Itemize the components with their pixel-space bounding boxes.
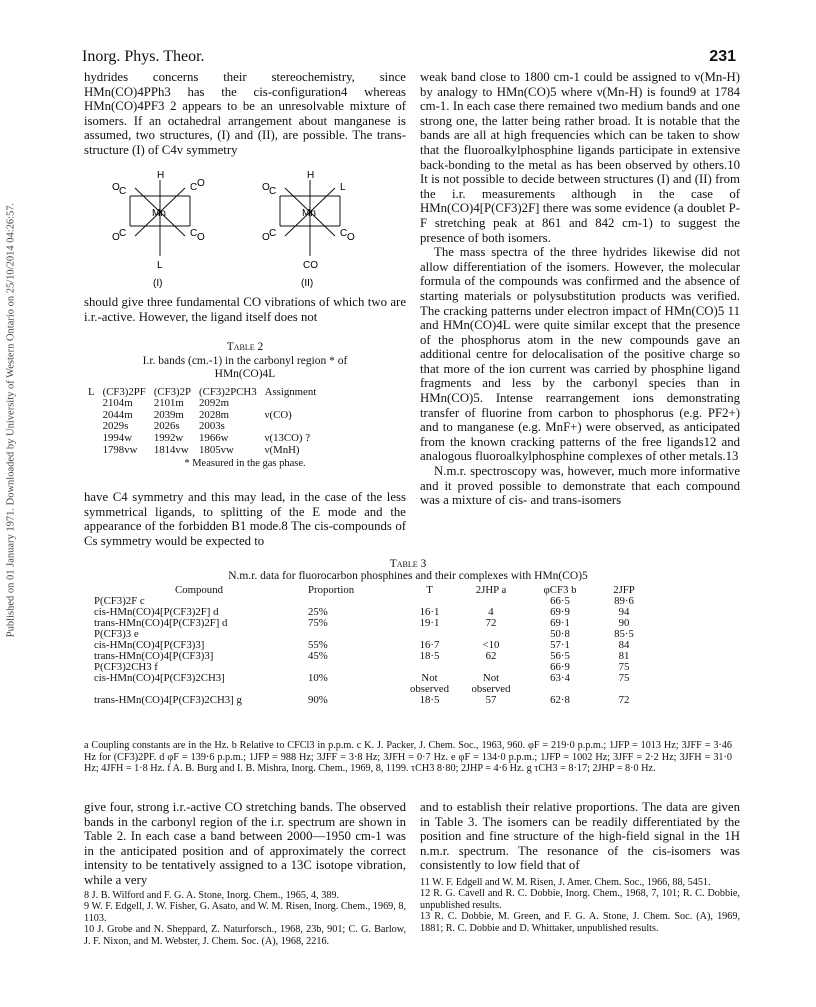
table2-caption-1: I.r. bands (cm.-1) in the carbonyl region * of	[142, 354, 348, 367]
svg-text:C: C	[190, 182, 198, 193]
reference-13: 13 R. C. Dobbie, M. Green, and F. G. A. Stone, J. Chem. Soc. (A), 1969, 1881; R. C. Dobbie and D. Whittaker, unpublished results.	[420, 911, 740, 934]
svg-text:O: O	[197, 232, 205, 243]
table-row: trans-HMn(CO)4[P(CF3)2F] d 75% 19·1 72 69·1 90	[94, 617, 630, 629]
reference-9: 9 W. F. Edgell, J. W. Fisher, G. Asato, and W. M. Risen, Inorg. Chem., 1969, 8, 1103.	[84, 901, 406, 924]
reference-11: 11 W. F. Edgell and W. M. Risen, J. Amer. Chem. Soc., 1966, 88, 5451.	[420, 876, 711, 888]
table-row: cis-HMn(CO)4[P(CF3)3] 55% 16·7 <10 57·1 84	[94, 639, 630, 651]
struct1-h: H	[157, 170, 165, 181]
left-paragraph-3: have C4 symmetry and this may lead, in the case of the less symmetrical ligands, to splitting of the E mode and the appearance of the forbidden B1 mode.8 The cis-compounds of Cs symmetry would be expected to	[84, 490, 406, 548]
table2	[84, 387, 320, 457]
svg-text:L: L	[157, 260, 163, 271]
table3-block	[84, 558, 732, 706]
structure-label-i: (I)	[153, 278, 163, 288]
table3-footnotes: a Coupling constants are in the Hz. b Relative to CFCl3 in p.p.m. c K. J. Packer, J. Chem. Soc., 1963, 960. φF = 219·0 p.p.m.; 1JFP = 1013 Hz; 3JFF = 3·46 Hz for (CF3)2PF. d φF = 139·6 p.p.m.; 1JFP = 988 Hz; 3JFF = 3·8 Hz; 3JFH = 0·7 Hz. e φF = 134·0 p.p.m.; 1JFP = 1002 Hz; 3JFF = 2·2 Hz; 3JFH = 31·0 Hz; 4JFH = 1·8 Hz. f A. B. Burg and I. B. Mishra, Inorg. Chem., 1969, 8, 1199. τCH3 8·80; 2JHP = 4·6 Hz. g τCH3 = 8·17; 2JHP = 8·0 Hz.	[84, 740, 732, 774]
table-row: cis-HMn(CO)4[P(CF3)2CH3] 10% Not Not 63·4 75	[94, 672, 630, 684]
journal-name: Inorg. Phys. Theor.	[82, 48, 205, 65]
table-row: 2104m 2101m 2092m	[102, 397, 230, 410]
bottom-right-paragraph: and to establish their relative proportions. The data are given in Table 3. The isomers can be readily differentiated by the position and fine structure of the high-field signal in the 1H n.m.r. spectrum. The resonance of the cis-isomers was consistently to low field that of	[420, 800, 740, 873]
table2-caption-2: HMn(CO)4L	[214, 367, 276, 380]
page-number: 231	[709, 48, 736, 65]
table-row: 2044m 2039m 2028m ν(CO)	[102, 408, 292, 421]
right-column-top	[420, 70, 740, 508]
table-row: P(CF3)2CH3 f 66·9 75	[94, 661, 630, 673]
right-paragraph-1: weak band close to 1800 cm-1 could be assigned to ν(Mn-H) by analogy to HMn(CO)5 where ν(Mn-H) is found9 at 1784 cm-1. In each case there remained two medium bands and one strong one, the latter being rather broad. It is notable that the bands are all at high frequencies which can be taken to show that the fluoroalkylphosphine ligands participate in extensive back-bonding to the metal as has been observed by others.10 It is not possible to decide between structures (I) and (II) from the i.r. measurements although in the case of HMn(CO)4[P(CF3)2F] there was some evidence (a doublet P-F stretching peak at 861 and 842 cm-1) to suggest the presence of both isomers.	[420, 70, 740, 245]
bottom-right-column	[420, 800, 740, 934]
reference-8: 8 J. B. Wilford and F. G. A. Stone, Inorg. Chem., 1965, 4, 389.	[84, 889, 340, 901]
svg-text:O: O	[112, 232, 120, 243]
references-right	[420, 877, 740, 935]
right-paragraph-3: N.m.r. spectroscopy was, however, much more informative and it proved possible to demonstrate that each compound was a mixture of cis- and trans-isomers	[420, 464, 740, 508]
table3-title: Table 3	[389, 558, 427, 570]
download-watermark: Published on 01 January 1971. Downloaded by University of Western Ontario on 25/10/2014 04:26:57.	[5, 202, 17, 638]
table-row: trans-HMn(CO)4[P(CF3)3] 45% 18·5 62 56·5 81	[94, 650, 630, 662]
left-paragraph-1: hydrides concerns their stereochemistry, since HMn(CO)4PPh3 has the cis-configuration4 whereas HMn(CO)4PF3 2 appears to be an unresolvable mixture of isomers. If an octahedral arrangement about manganese is assumed, two structures, (I) and (II), are possible. The trans-structure (I) of C4v symmetry	[84, 70, 406, 157]
svg-text:C: C	[119, 228, 127, 239]
references-left	[84, 890, 406, 948]
svg-text:O: O	[347, 232, 355, 243]
structure-diagrams	[100, 168, 400, 288]
table-row: trans-HMn(CO)4[P(CF3)2CH3] g 90% 18·5 57 62·8 72	[94, 694, 630, 706]
svg-text:O: O	[262, 232, 270, 243]
left-column-top	[84, 70, 406, 158]
svg-text:C: C	[269, 228, 277, 239]
table2-title: Table 2	[226, 341, 264, 353]
svg-text:C: C	[340, 228, 348, 239]
bottom-left-paragraph: give four, strong i.r.-active CO stretching bands. The observed bands in the carbonyl region of the i.r. spectrum are shown in Table 2. In each case a band between 2000—1950 cm-1 was in the anticipated position and of approximately the correct intensity to be tentatively assigned to a 13C isotope vibration, while a very	[84, 800, 406, 887]
table-row: 1994w 1992w 1966w ν(13CO) ?	[102, 431, 311, 444]
structure-label-ii: (II)	[301, 278, 314, 288]
table2-footnote: * Measured in the gas phase.	[184, 458, 306, 470]
table3	[92, 585, 651, 706]
left-paragraph-2: should give three fundamental CO vibrations of which two are i.r.-active. However, the ligand itself does not	[84, 295, 406, 324]
bottom-left-column	[84, 800, 406, 947]
svg-text:C: C	[269, 186, 277, 197]
svg-text:O: O	[262, 182, 270, 193]
table3-caption: N.m.r. data for fluorocarbon phosphines and their complexes with HMn(CO)5	[228, 570, 588, 582]
reference-10: 10 J. Grobe and N. Sheppard, Z. Naturforsch., 1968, 23b, 901; C. G. Barlow, J. F. Nixon, and M. Webster, J. Chem. Soc. (A), 1968, 2216.	[84, 924, 406, 947]
reference-12: 12 R. G. Cavell and R. C. Dobbie, Inorg. Chem., 1968, 7, 101; R. C. Dobbie, unpublished results.	[420, 888, 740, 911]
table-row: 1798vw 1814vw 1805vw ν(MnH)	[102, 443, 300, 456]
struct1-mn: Mn	[152, 208, 166, 219]
svg-text:H: H	[307, 170, 315, 181]
right-paragraph-2: The mass spectra of the three hydrides likewise did not allow differentiation of the isomers. However, the molecular formula of the compounds was confirmed and the absence of starting materials or polysubstitution products was verified. The cracking patterns under electron impact of HMn(CO)5 11 and HMn(CO)4L were quite similar except that the presence of the phosphorus atom in the new compounds gave an additional centre for delocalisation of the positive charge so that more of the ion current was carried by phosphine ligand fragments and less by the carbonyl species than in HMn(CO)5. Intense rearrangement ions demonstrating transfer of fluorine from carbon to phosphorus (e.g. PF2+) and to manganese (e.g. MnF+) were observed, as anticipated from the known cracking patterns of the free ligands12 and analogous fluoroalkylphosphine complexes of other metals.13	[420, 245, 740, 464]
table-row: P(CF3)2F c 66·5 89·6	[94, 595, 634, 607]
struct1-oc-left: O	[112, 182, 120, 193]
table-row: observed observed	[410, 683, 511, 695]
table-row: 2029s 2026s 2003s	[102, 420, 225, 433]
svg-text:C: C	[190, 228, 198, 239]
left-column-mid	[84, 295, 406, 324]
table-row: P(CF3)3 e 50·8 85·5	[94, 628, 634, 640]
table2-header-row: L (CF3)2PF (CF3)2P (CF3)2PCH3 Assignment	[88, 385, 317, 398]
svg-text:C: C	[119, 186, 127, 197]
svg-text:L: L	[340, 182, 346, 193]
left-column-lower	[84, 490, 406, 548]
svg-text:O: O	[197, 178, 205, 189]
table2-block	[84, 340, 406, 470]
table3-header-row: Compound Proportion T 2JHP a φCF3 b 2JFP	[175, 584, 635, 596]
svg-text:Mn: Mn	[302, 208, 316, 219]
svg-text:CO: CO	[303, 260, 318, 271]
table-row: cis-HMn(CO)4[P(CF3)2F] d 25% 16·1 4 69·9 94	[94, 606, 630, 618]
